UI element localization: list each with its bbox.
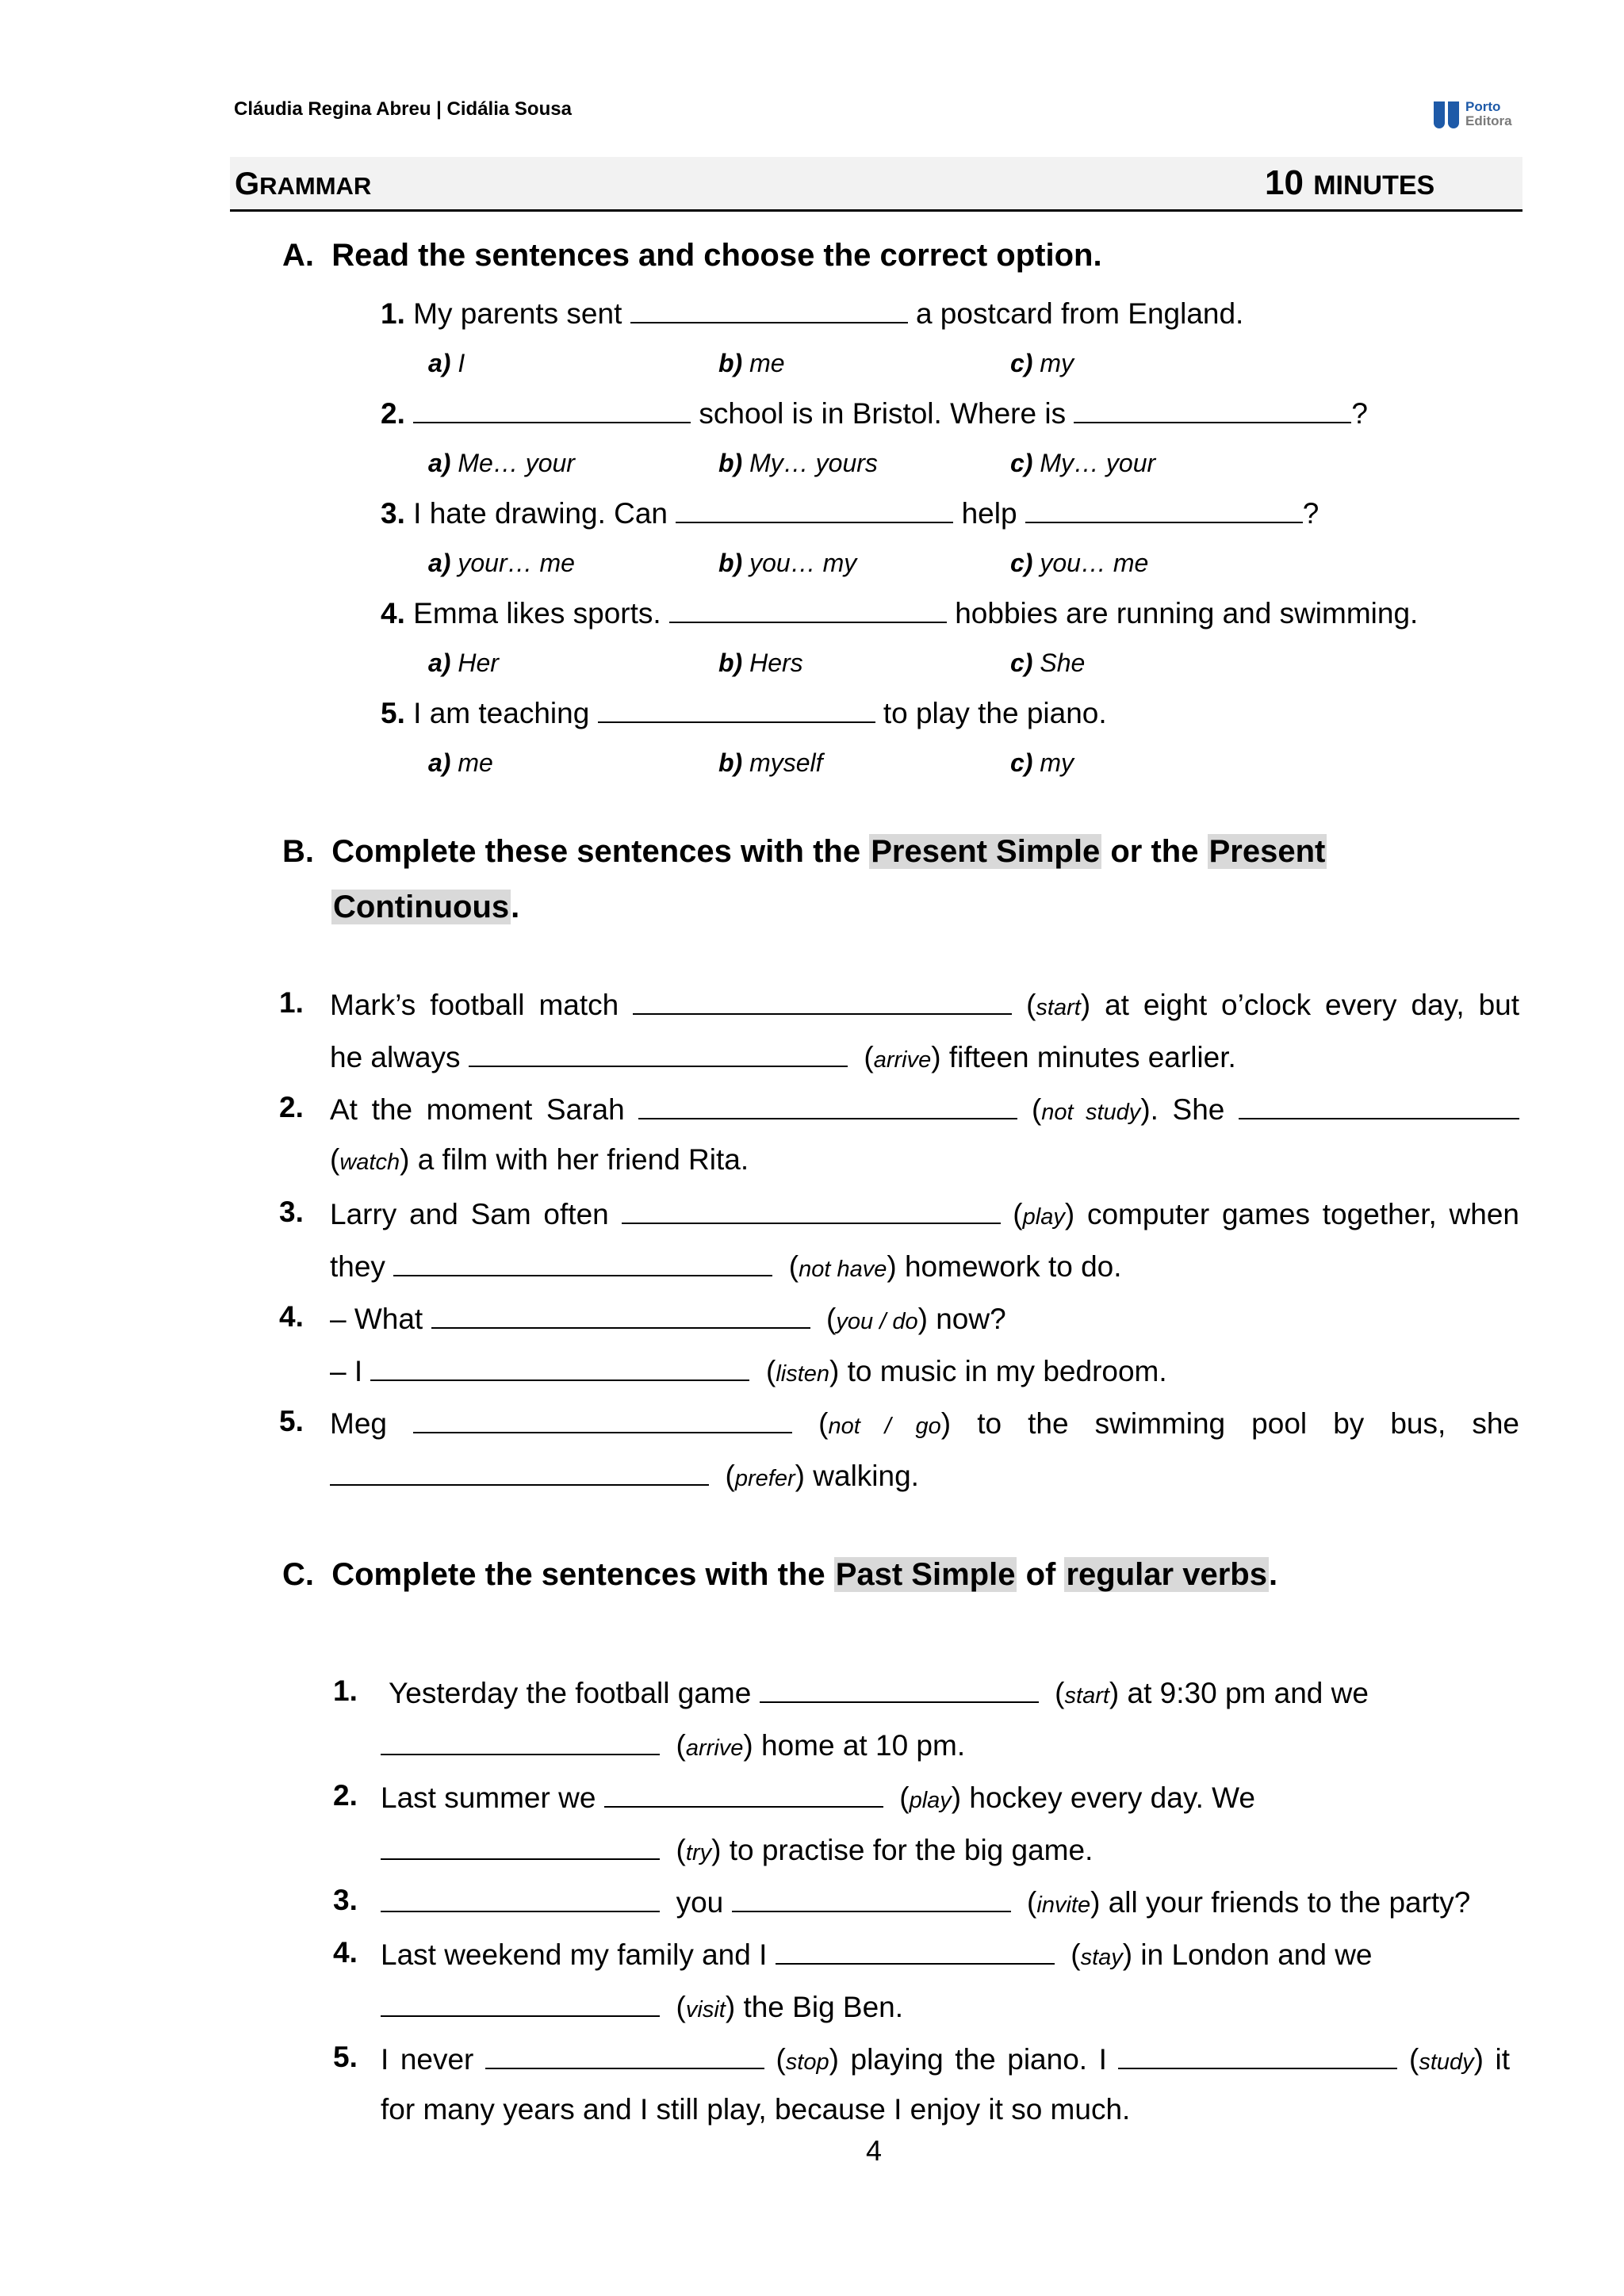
answer-blank[interactable] xyxy=(760,1674,1039,1703)
b-item-5-line-2: (prefer) walking. xyxy=(330,1457,919,1493)
section-b-heading-cont: Continuous. xyxy=(333,890,520,924)
b-item-1-line-1: Mark’s football match (start) at eight o’clock every day, but xyxy=(330,986,1519,1022)
option-a[interactable]: a) me xyxy=(428,748,493,777)
b-item-3-number: 3. xyxy=(279,1196,304,1228)
option-a[interactable]: a) Me… your xyxy=(428,449,575,477)
c-item-4-number: 4. xyxy=(333,1936,358,1969)
section-b-heading: B. Complete these sentences with the Present Simple or the Present xyxy=(282,834,1326,869)
c-item-4-line-1: Last weekend my family and I (stay) in London and we xyxy=(381,1936,1373,1972)
b-item-2-number: 2. xyxy=(279,1091,304,1123)
option-c[interactable]: c) my xyxy=(1010,748,1074,777)
answer-blank[interactable] xyxy=(1025,495,1303,523)
answer-blank[interactable] xyxy=(330,1457,709,1486)
c-item-2-line-1: Last summer we (play) hockey every day. We xyxy=(381,1779,1255,1815)
option-b[interactable]: b) My… yours xyxy=(718,449,878,477)
answer-blank[interactable] xyxy=(633,986,1012,1015)
answer-blank[interactable] xyxy=(413,1405,792,1433)
c-item-2-number: 2. xyxy=(333,1779,358,1812)
answer-blank[interactable] xyxy=(732,1884,1011,1912)
b-item-2-line-1: At the moment Sarah (not study). She xyxy=(330,1091,1519,1127)
answer-blank[interactable] xyxy=(1074,395,1351,423)
answer-blank[interactable] xyxy=(381,1727,660,1755)
option-c[interactable]: c) My… your xyxy=(1010,449,1156,477)
page-number: 4 xyxy=(866,2134,883,2167)
publisher-logo xyxy=(1434,98,1512,135)
c-item-3-line-1: you (invite) all your friends to the party? xyxy=(381,1884,1470,1919)
c-item-1-number: 1. xyxy=(333,1674,358,1707)
section-title: GRAMMAR xyxy=(235,166,372,201)
b-item-3-line-1: Larry and Sam often (play) computer games together, when xyxy=(330,1196,1519,1231)
b-item-1-number: 1. xyxy=(279,986,304,1019)
b-item-4-line-2: – I (listen) to music in my bedroom. xyxy=(330,1353,1167,1388)
b-item-4-line-1: – What (you / do) now? xyxy=(330,1300,1006,1336)
c-item-3-number: 3. xyxy=(333,1884,358,1916)
logo-text-2: Editora xyxy=(1465,113,1512,128)
a-item-3: 3. I hate drawing. Can help ? xyxy=(381,495,1319,530)
answer-blank[interactable] xyxy=(669,595,947,623)
b-item-5-line-1: Meg (not / go) to the swimming pool by bus, she xyxy=(330,1405,1519,1441)
b-item-1-line-2: he always (arrive) fifteen minutes earlier. xyxy=(330,1039,1236,1074)
answer-blank[interactable] xyxy=(1239,1091,1519,1119)
c-item-1-line-1: Yesterday the football game (start) at 9:30 pm and we xyxy=(389,1674,1369,1710)
option-b[interactable]: b) Hers xyxy=(718,649,803,677)
c-item-4-line-2: (visit) the Big Ben. xyxy=(381,1988,903,2024)
answer-blank[interactable] xyxy=(776,1936,1055,1965)
option-a[interactable]: a) your… me xyxy=(428,549,575,577)
answer-blank[interactable] xyxy=(370,1353,749,1381)
answer-blank[interactable] xyxy=(638,1091,1017,1119)
option-b[interactable]: b) me xyxy=(718,349,785,377)
option-a[interactable]: a) Her xyxy=(428,649,499,677)
answer-blank[interactable] xyxy=(598,695,875,723)
authors: Cláudia Regina Abreu | Cidália Sousa xyxy=(234,98,572,120)
b-item-5-number: 5. xyxy=(279,1405,304,1437)
option-b[interactable]: b) myself xyxy=(718,748,823,777)
answer-blank[interactable] xyxy=(381,1831,660,1860)
b-item-2-line-2: (watch) a film with her friend Rita. xyxy=(330,1143,749,1176)
a-item-4: 4. Emma likes sports. hobbies are running and swimming. xyxy=(381,595,1418,630)
c-item-2-line-2: (try) to practise for the big game. xyxy=(381,1831,1093,1867)
logo-text-1: Porto xyxy=(1465,99,1501,114)
answer-blank[interactable] xyxy=(431,1300,810,1329)
answer-blank[interactable] xyxy=(381,1884,660,1912)
answer-blank[interactable] xyxy=(604,1779,883,1808)
option-a[interactable]: a) I xyxy=(428,349,465,377)
answer-blank[interactable] xyxy=(469,1039,848,1067)
section-c-heading: C. Complete the sentences with the Past Simple of regular verbs. xyxy=(282,1557,1278,1592)
answer-blank[interactable] xyxy=(393,1248,772,1276)
option-c[interactable]: c) my xyxy=(1010,349,1074,377)
answer-blank[interactable] xyxy=(485,2041,764,2069)
answer-blank[interactable] xyxy=(630,295,908,323)
answer-blank[interactable] xyxy=(1118,2041,1397,2069)
c-item-5-line-2: for many years and I still play, because I enjoy it so much. xyxy=(381,2093,1131,2126)
option-b[interactable]: b) you… my xyxy=(718,549,857,577)
answer-blank[interactable] xyxy=(381,1988,660,2017)
a-item-5: 5. I am teaching to play the piano. xyxy=(381,695,1107,730)
answer-blank[interactable] xyxy=(676,495,953,523)
section-a-heading: A. Read the sentences and choose the correct option. xyxy=(282,238,1102,273)
option-c[interactable]: c) She xyxy=(1010,649,1086,677)
b-item-4-number: 4. xyxy=(279,1300,304,1333)
c-item-1-line-2: (arrive) home at 10 pm. xyxy=(381,1727,965,1762)
c-item-5-line-1: I never (stop) playing the piano. I (study) it xyxy=(381,2041,1510,2076)
c-item-5-number: 5. xyxy=(333,2041,358,2073)
time-limit: 10 MINUTES xyxy=(1265,163,1435,202)
answer-blank[interactable] xyxy=(622,1196,1001,1224)
option-c[interactable]: c) you… me xyxy=(1010,549,1149,577)
b-item-3-line-2: they (not have) homework to do. xyxy=(330,1248,1122,1284)
a-item-1: 1. My parents sent a postcard from England. xyxy=(381,295,1243,331)
logo-mark-icon xyxy=(1434,101,1462,128)
answer-blank[interactable] xyxy=(413,395,691,423)
a-item-2: 2. school is in Bristol. Where is ? xyxy=(381,395,1368,430)
